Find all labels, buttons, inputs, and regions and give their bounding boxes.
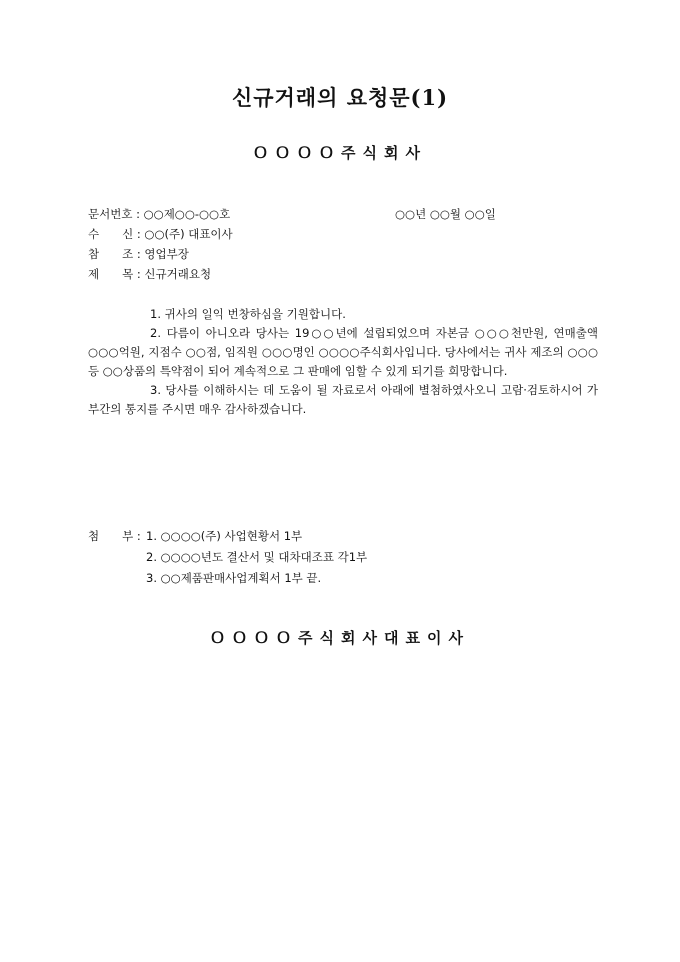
- attachment-item-3: 3. ○○제품판매사업계획서 1부 끝.: [146, 571, 322, 585]
- company-name: ＯＯＯＯ주식회사: [253, 144, 427, 162]
- document-title: 신규거래의 요청문(1): [231, 85, 449, 110]
- doc-date: ○○년 ○○월 ○○일: [395, 207, 496, 221]
- paragraph-2: 2. 다름이 아니오라 당사는 19○○년에 설립되었으며 자본금 ○○○천만원, 연매출액 ○○○억원, 지점수 ○○점, 임직원 ○○○명인 ○○○○주식회사입니다. 당사에서는 귀사 제조의 ○○○ 등 ○○상품의 특약점이 되어 계속적으로 그 판매에 임할 수 있게 되기를 희망합니다.: [88, 326, 598, 378]
- paragraph-3: 3. 당사를 이해하시는 데 도움이 될 자료로서 아래에 별첨하였사오니 고람·검토하시어 가부간의 통지를 주시면 매우 감사하겠습니다.: [88, 383, 598, 416]
- recipient: 수 신 : ○○(주) 대표이사: [88, 227, 233, 241]
- paragraph-1: 1. 귀사의 일익 번창하심을 기원합니다.: [150, 307, 346, 321]
- attachment-item-2: 2. ○○○○년도 결산서 및 대차대조표 각1부: [146, 550, 368, 564]
- body-text: [88, 305, 598, 419]
- signature-line: ＯＯＯＯ주식회사대표이사: [210, 629, 470, 647]
- attachment-item-1: 1. ○○○○(주) 사업현황서 1부: [146, 529, 303, 543]
- reference: 참 조 : 영업부장: [88, 247, 189, 261]
- doc-number: 문서번호 : ○○제○○-○○호: [88, 207, 231, 221]
- attachments-label: 첨 부 :: [88, 529, 141, 543]
- subject: 제 목 : 신규거래요청: [88, 267, 212, 281]
